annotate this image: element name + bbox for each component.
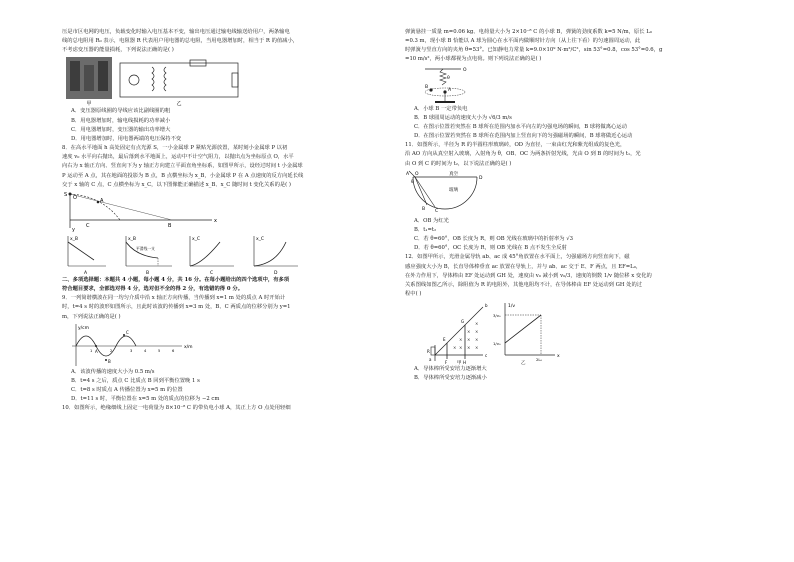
rail-label-a: a (429, 357, 432, 363)
graph-options-row (62, 232, 374, 276)
spring-label-theta: θ (447, 75, 450, 81)
graph-label-yi: 乙 (521, 361, 526, 366)
point-c (123, 334, 125, 336)
section-title-line: 二、多项选择题：本题共 4 小题，每小题 4 分，共 16 分。在每小题给出的四个选项中，有多项 (62, 276, 290, 283)
graph-ytick: 1/v₀ (493, 341, 501, 347)
q7-option: A．变压器原线圈的导线应该比副线圈的粗 (71, 108, 171, 115)
transformer-figure (62, 55, 374, 107)
q12-stem-line: 程中( ) (405, 290, 422, 297)
rail-diagrams (405, 299, 717, 365)
graph-d-letter: D (274, 270, 278, 276)
q8-stem-line: 速度 v₀ 水平向右抛出，最后落到水平地面上，运动中不计空气阻力，以抛出点为坐标原点 O，水平 (62, 154, 294, 161)
svg-text:×: × (475, 329, 479, 335)
svg-text:乙: 乙 (176, 101, 182, 108)
wave-label-c: C (126, 329, 129, 335)
q10-first-line: 10．如图所示，绝缘细线上固定一电荷量为 8×10⁻⁸ C 的带负电小球 A，其正上方 O 点处用轻细 (62, 405, 291, 412)
q9-stem-line: 9．一列简谐横波在同一均匀介质中沿 x 轴正方向传播，当传播到 x=1 m 处的质点 A 时开始计 (62, 295, 286, 302)
projectile-figure (62, 190, 374, 232)
rail-label-h: H (463, 360, 467, 366)
svg-text:×: × (459, 337, 463, 343)
resistor-icon (431, 347, 435, 355)
q10-stem-line: =10 m/s²，两小球都视为点电荷。则下列说法正确的是( ) (405, 56, 542, 63)
q11-option: B．t₁=t₂ (414, 226, 437, 233)
spring-label-o: O (463, 67, 467, 73)
ball-p-icon (97, 201, 100, 204)
graph-option-d (254, 236, 298, 276)
rail-label-f: F (445, 360, 448, 366)
spring-icon (440, 69, 446, 85)
graph-option-a (68, 236, 106, 276)
label-s: S (64, 191, 68, 198)
q7-stem-line: 线的总电阻用 R₀ 表示，电阻器 R 代表用户用电器的总电阻，当用电器增加时，相当于 R 的值减小， (62, 38, 299, 45)
label-a: A (100, 197, 104, 204)
semi-label-glass: 玻璃 (449, 187, 458, 193)
rail-label-e: E (443, 337, 446, 343)
label-b: B (168, 222, 172, 229)
rail-label-jia: 甲 (457, 361, 462, 366)
graph-c-ylabel: x_C (192, 236, 201, 242)
wave-tick: 6 (172, 348, 175, 353)
wave-tick: 3 (130, 348, 133, 353)
graph-xtick: 2L₀ (536, 357, 543, 363)
trajectory-curve (70, 194, 120, 220)
graph-option-b (126, 236, 172, 276)
q10-option: D．在图示位置若突然在 B 球所在范围内加上竖直向下的匀强磁场的瞬间，B 球将做近心运动 (414, 133, 633, 140)
graph-c-curve (190, 242, 220, 266)
load-resistor-icon (232, 73, 238, 87)
q7-option: C．用电器增加时，变压器的输出功率增大 (71, 126, 171, 133)
q7-option: D．用电器增加时，用电器两端的电压保持不变 (71, 135, 182, 142)
q11-stem-line: 11．如图所示，半径为 R 的半圆柱形玻璃砖，OD 为直径，一束由红光和紫光组成的复色光， (405, 142, 626, 149)
wave-tick: 1 (90, 348, 93, 353)
left-column (62, 28, 374, 413)
semicircle-diagram (405, 169, 717, 217)
svg-text:×: × (467, 345, 471, 351)
graph-c-letter: C (210, 270, 214, 276)
q9-option: C．t=8 s 时质点 A 传播位置为 x=5 m 的位置 (71, 386, 183, 393)
ball-b-icon (429, 88, 432, 91)
wave-figure (62, 322, 374, 368)
q11-option: A．OB 为红光 (414, 217, 449, 224)
point-b (105, 359, 107, 361)
label-x: x (214, 217, 217, 224)
semi-label-o: O (415, 171, 419, 177)
svg-text:×: × (467, 329, 471, 335)
q9-stem-line: 时，t=4 s 时的波形如图所示，且此时该波的传播到 x=3 m 处，B、C 两质点的位移分别为 y=1 (62, 304, 291, 311)
svg-text:×: × (459, 345, 463, 351)
wave-tick: 5 (158, 348, 161, 353)
semi-label-vacuum: 真空 (449, 171, 458, 177)
graph-options (62, 232, 374, 276)
q11-stem-line: 由 O 到 C 的时间为 t₂，以下说法正确的是( ) (405, 160, 512, 167)
point-a (95, 345, 97, 347)
inverse-velocity-line (505, 315, 541, 343)
secondary-coil-icon (164, 67, 166, 91)
graph-ylabel: 1/v (508, 304, 516, 310)
label-c: C (86, 222, 90, 229)
spring-figure (405, 65, 717, 105)
wave-label-a: A (95, 348, 98, 354)
svg-text:×: × (475, 321, 479, 327)
q9-option: B．t=4 s 之后，质点 C 比质点 B 回到平衡位置晚 1 s (71, 377, 200, 384)
graph-b-note: 平滑线一支 (136, 245, 155, 251)
wave-ylabel: y/cm (78, 325, 90, 331)
q12-stem-line: 在外力作用下，导体棒由 EF 处运动到 GH 处，速度由 v₀ 减小到 v₀/3，速度的倒数 1/v 随位移 x 变化的 (405, 272, 652, 279)
rail-label-b: b (485, 303, 488, 309)
q9-option: D．t=11 s 时，平衡位置在 x=5 m 处的质点的位移为 −2 cm (71, 396, 220, 403)
q7-option: B．用电器增加时，输电线损耗的功率减小 (71, 117, 171, 124)
rail-label-g: G (461, 319, 465, 325)
graph-a-line (68, 242, 94, 260)
light-source-icon (69, 192, 72, 195)
rail-figure (405, 299, 717, 365)
graph-a-letter: A (84, 270, 88, 276)
graph-xlabel: x (557, 354, 560, 360)
q12-stem-line: 12．如图甲所示，光滑金属导轨 ab、ac 成 45°角放置在水平面上，匀强磁场方向竖直向下，磁 (405, 254, 630, 261)
q10-stem-line: =0.3 m，现小球 B 恰能以 A 球为圆心在水平面内做顺时针方向（从上往下看）的匀速圆周运动，此 (405, 38, 641, 45)
q10-stem-line: 弹簧悬挂一质量 m=0.06 kg、电荷量大小为 2×10⁻⁸ C 的小球 B，弹簧的劲度系数 k=5 N/m，原长 L₀ (405, 29, 652, 35)
spring-diagram (405, 65, 717, 105)
q10-option: B．B 球圆周运动的速度大小为 √6/3 m/s (414, 114, 512, 121)
semicircle-glass (413, 177, 477, 209)
q11-option: C．若 θ=60°，OB 长度为 R，则 OB 光线在玻璃中的折射率为 √3 (414, 236, 574, 243)
rail-label-r: R (427, 349, 430, 355)
q9-stem-line: m，下列说法正确的是( ) (62, 313, 121, 320)
graph-b-letter: B (146, 270, 150, 276)
svg-text:×: × (475, 345, 479, 351)
semi-label-b: B (422, 206, 426, 212)
transformer-diagram (62, 55, 374, 107)
wave-tick: 2 (110, 348, 113, 353)
q11-stem-line: 沿 AO 方向从真空射入玻璃，入射角为 θ，OB、OC 为两条折射光线，光由 O 到 B 的时间为 t₁，光 (405, 151, 641, 158)
spring-label-b: B (425, 84, 429, 90)
magnetic-field-marks (453, 321, 478, 350)
spring-label-a: A (448, 87, 452, 93)
q8-stem-line: 向右为 x 轴正方向、竖直向下为 y 轴正方向建立平面直角坐标系，如图甲所示，设经过时间 t 小金属球 (62, 163, 303, 170)
q9-option: A．该波传播的速度大小为 0.5 m/s (71, 368, 155, 375)
q10-option: A．小球 B 一定带负电 (414, 105, 468, 112)
graph-ytick: 3/v₀ (493, 313, 501, 319)
svg-text:甲: 甲 (86, 101, 92, 108)
rail-label-c: c (485, 353, 488, 359)
rail-diagram-jia (427, 303, 488, 365)
q12-option: A．导体棒所受安培力逐渐增大 (414, 366, 487, 373)
q10-option: C．在图示位置若突然在 B 球所在范围内加水平向左的匀强电场的瞬间，B 球将做离心运动 (414, 123, 627, 130)
q11-option: D．若 θ=60°，OC 长度为 R，则 OB 光线在 B 点不发生全反射 (414, 245, 567, 252)
q12-stem-line: 感应强度大小为 B，长直导体棒垂直 ac 放置在导轨上，并与 ab、ac 交于 E、F 两点，且 EF=L₀， (405, 263, 642, 270)
graph-a-ylabel: x_B (70, 236, 79, 242)
graph-option-c (190, 236, 234, 276)
semi-label-d: D (479, 175, 483, 181)
q12-stem-line: 关系图线如图乙所示，除阻值为 R 的电阻外，其他电阻均不计，在导体棒由 EF 处运动到 GH 处的过 (405, 281, 643, 288)
semicircle-figure (405, 169, 717, 217)
light-ray-line (70, 194, 172, 220)
svg-text:×: × (453, 345, 457, 351)
q7-stem-line: 压是市区电网的电压，负载变化时输入电压基本不变，输出电压通过输电线输送给用户，两条输电 (62, 29, 290, 35)
wave-tick: 4 (144, 348, 147, 353)
q8-stem-line: 交于 x 轴的 C 点，C 点横坐标为 x_C，以下图像能正确描述 x_B、x_C 随时间 t 变化关系的是( ) (62, 181, 291, 188)
wave-label-b: B (108, 358, 111, 364)
q10-stem-line: 时弹簧与竖直方向的夹角 θ=53°。已知静电力常量 k=9.0×10⁹ N·m²/C²，sin 53°=0.8，cos 53°=0.6，g (405, 47, 663, 54)
label-o: O (73, 194, 77, 201)
semi-label-a: A (406, 171, 410, 177)
section-title-line: 符合题目要求，全部选对得 4 分，选对但不全的得 2 分，有选错的得 0 分。 (62, 286, 244, 293)
graph-d-ylabel: x_C (256, 236, 265, 242)
q7-stem-line: 不考虑变压器的能量损耗，下列说法正确的是( ) (62, 47, 174, 54)
refracted-ray-c (415, 177, 435, 207)
wave-diagram (62, 322, 374, 368)
wave-xlabel: x/m (184, 344, 193, 350)
refracted-ray-b (415, 177, 427, 205)
circuit-frame (120, 63, 238, 97)
inverse-velocity-graph (493, 303, 560, 365)
q12-option: B．导体棒所受安培力逐渐减小 (414, 375, 487, 382)
svg-text:×: × (467, 337, 471, 343)
projectile-diagram (62, 190, 374, 232)
semi-label-theta: θ (411, 178, 414, 184)
graph-b-ylabel: x_B (128, 236, 137, 242)
q8-stem-line: P 运动至 A 点，其在地面的投影为 B 点，B 点横坐标为 x_B，小金属球 P 在 A 点速度的反方向延长线 (62, 172, 304, 179)
svg-text:×: × (475, 337, 479, 343)
semi-label-c: C (435, 208, 439, 214)
graph-d-curve (254, 242, 286, 266)
q8-stem-line: 8．在高水平地面 h 高处固定有点光源 S，一小金属球 P 紧贴光源放置，某时刻小金属球 P 以初 (62, 145, 288, 152)
label-y: y (72, 226, 75, 232)
primary-coil-icon (152, 67, 154, 91)
ac-source-icon (129, 75, 139, 85)
right-column (405, 28, 717, 383)
